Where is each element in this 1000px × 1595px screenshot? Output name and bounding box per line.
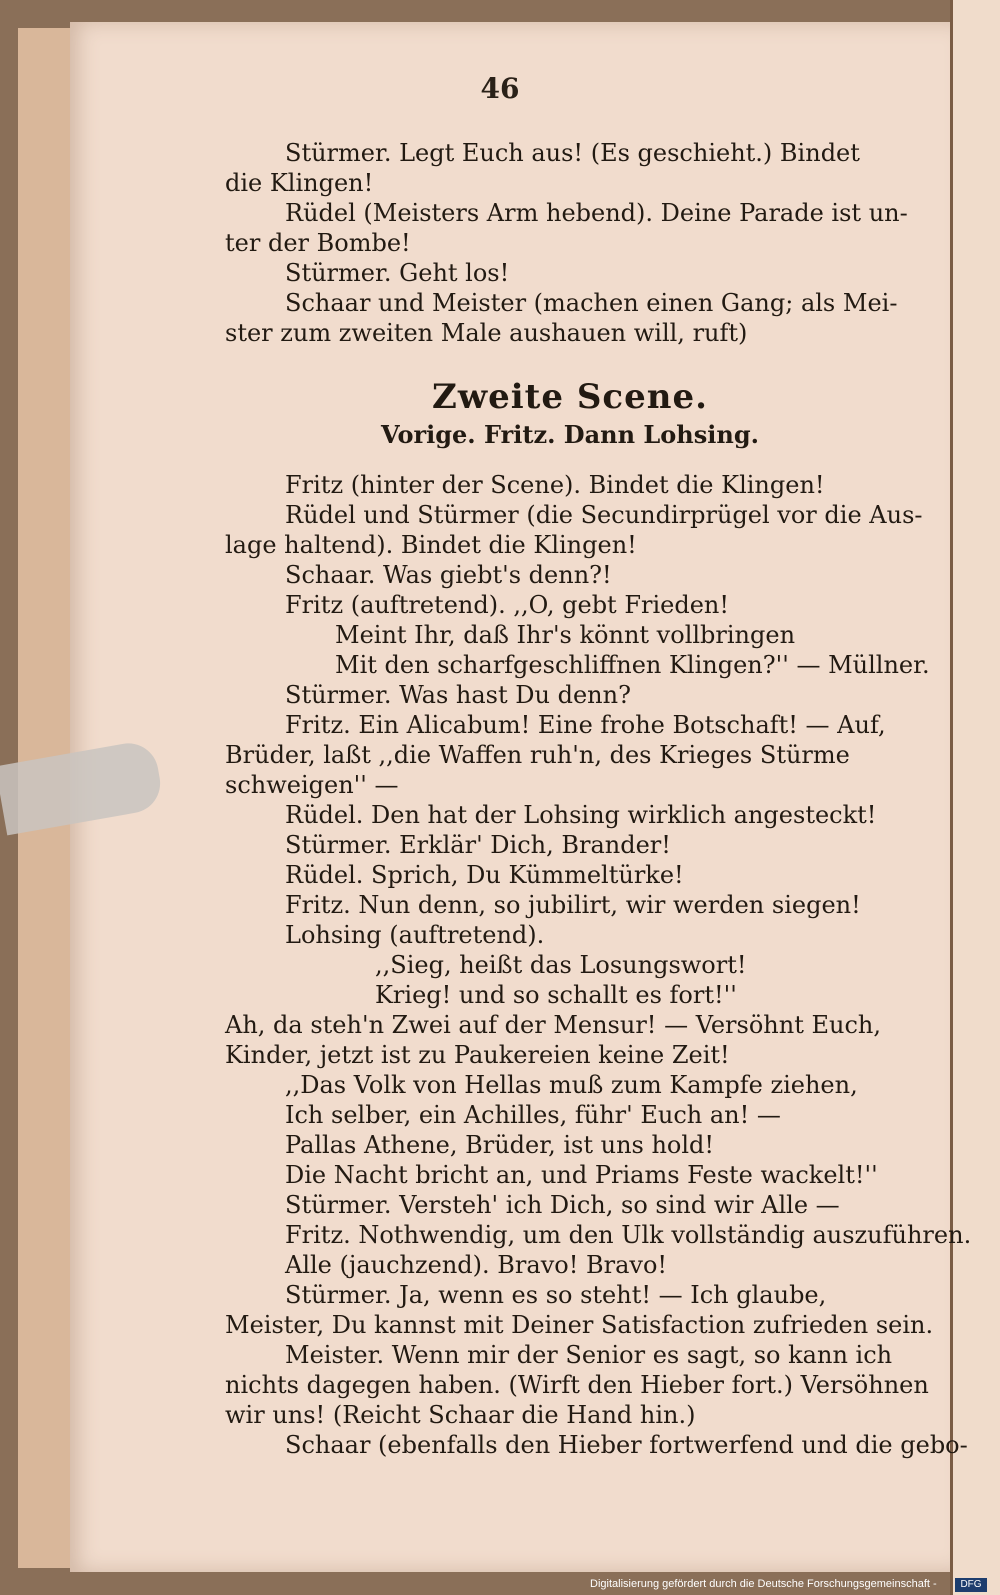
verse-line: Ich selber, ein Achilles, führ' Euch an! — — [285, 1101, 781, 1129]
text-line: Schaar und Meister (machen einen Gang; als Mei- — [285, 289, 898, 317]
text-line: Fritz. Nothwendig, um den Ulk vollständig auszuführen. — [285, 1221, 972, 1249]
verse-line: Meint Ihr, daß Ihr's könnt vollbringen — [335, 621, 796, 649]
text-line: Meister, Du kannst mit Deiner Satisfaction zufrieden sein. — [225, 1311, 934, 1339]
text-line: Fritz (auftretend). ,,O, gebt Frieden! — [285, 591, 729, 619]
page-number: 46 — [480, 72, 520, 105]
text-line: Ah, da steh'n Zwei auf der Mensur! — Versöhnt Euch, — [225, 1011, 881, 1039]
text-line: Alle (jauchzend). Bravo! Bravo! — [285, 1251, 668, 1279]
scene-title: Zweite Scene. — [432, 377, 708, 417]
page-text — [225, 138, 972, 1460]
next-page-edge — [950, 0, 1000, 1595]
text-line: Stürmer. Legt Euch aus! (Es geschieht.) Bindet — [285, 139, 860, 167]
verse-line: Krieg! und so schallt es fort!'' — [375, 981, 737, 1009]
text-line: die Klingen! — [225, 169, 374, 197]
text-line: Stürmer. Versteh' ich Dich, so sind wir Alle — — [285, 1191, 840, 1219]
text-line: Stürmer. Ja, wenn es so steht! — Ich glaube, — [285, 1281, 827, 1309]
text-line: schweigen'' — — [225, 771, 399, 799]
text-line: Rüdel (Meisters Arm hebend). Deine Parade ist un- — [285, 199, 908, 227]
verse-line: ,,Sieg, heißt das Losungswort! — [375, 951, 747, 979]
scene-cast: Vorige. Fritz. Dann Lohsing. — [381, 420, 759, 449]
text-line: Schaar. Was giebt's denn?! — [285, 561, 612, 589]
text-line: Fritz (hinter der Scene). Bindet die Klingen! — [285, 471, 825, 499]
verse-line: Pallas Athene, Brüder, ist uns hold! — [285, 1131, 715, 1159]
text-line: Rüdel. Sprich, Du Kümmeltürke! — [285, 861, 684, 889]
text-line: ter der Bombe! — [225, 229, 411, 257]
text-line: Fritz. Ein Alicabum! Eine frohe Botschaft! — Auf, — [285, 711, 886, 739]
verse-line: Die Nacht bricht an, und Priams Feste wackelt!'' — [285, 1161, 878, 1189]
text-line: lage haltend). Bindet die Klingen! — [225, 531, 637, 559]
text-line: Brüder, laßt ,,die Waffen ruh'n, des Krieges Stürme — [225, 741, 850, 769]
text-line: Stürmer. Geht los! — [285, 259, 510, 287]
text-line: Rüdel und Stürmer (die Secundirprügel vor die Aus- — [285, 501, 923, 529]
text-line: wir uns! (Reicht Schaar die Hand hin.) — [225, 1401, 696, 1429]
text-line: Stürmer. Erklär' Dich, Brander! — [285, 831, 671, 859]
text-line: Lohsing (auftretend). — [285, 921, 545, 949]
text-line: Schaar (ebenfalls den Hieber fortwerfend und die gebo- — [285, 1431, 968, 1459]
text-line: Fritz. Nun denn, so jubilirt, wir werden siegen! — [285, 891, 861, 919]
verse-line: ,,Das Volk von Hellas muß zum Kampfe ziehen, — [285, 1071, 858, 1099]
funding-notice: Digitalisierung gefördert durch die Deutsche Forschungsgemeinschaft - — [590, 1578, 937, 1590]
text-line: Stürmer. Was hast Du denn? — [285, 681, 631, 709]
verse-line: Mit den scharfgeschliffnen Klingen?'' — Müllner. — [335, 651, 930, 679]
text-line: Kinder, jetzt ist zu Paukereien keine Zeit! — [225, 1041, 730, 1069]
text-line: Rüdel. Den hat der Lohsing wirklich angesteckt! — [285, 801, 877, 829]
text-line: nichts dagegen haben. (Wirft den Hieber fort.) Versöhnen — [225, 1371, 929, 1399]
text-line: Meister. Wenn mir der Senior es sagt, so kann ich — [285, 1341, 893, 1369]
dfg-logo: DFG — [955, 1578, 987, 1592]
text-line: ster zum zweiten Male aushauen will, ruft) — [225, 319, 748, 347]
